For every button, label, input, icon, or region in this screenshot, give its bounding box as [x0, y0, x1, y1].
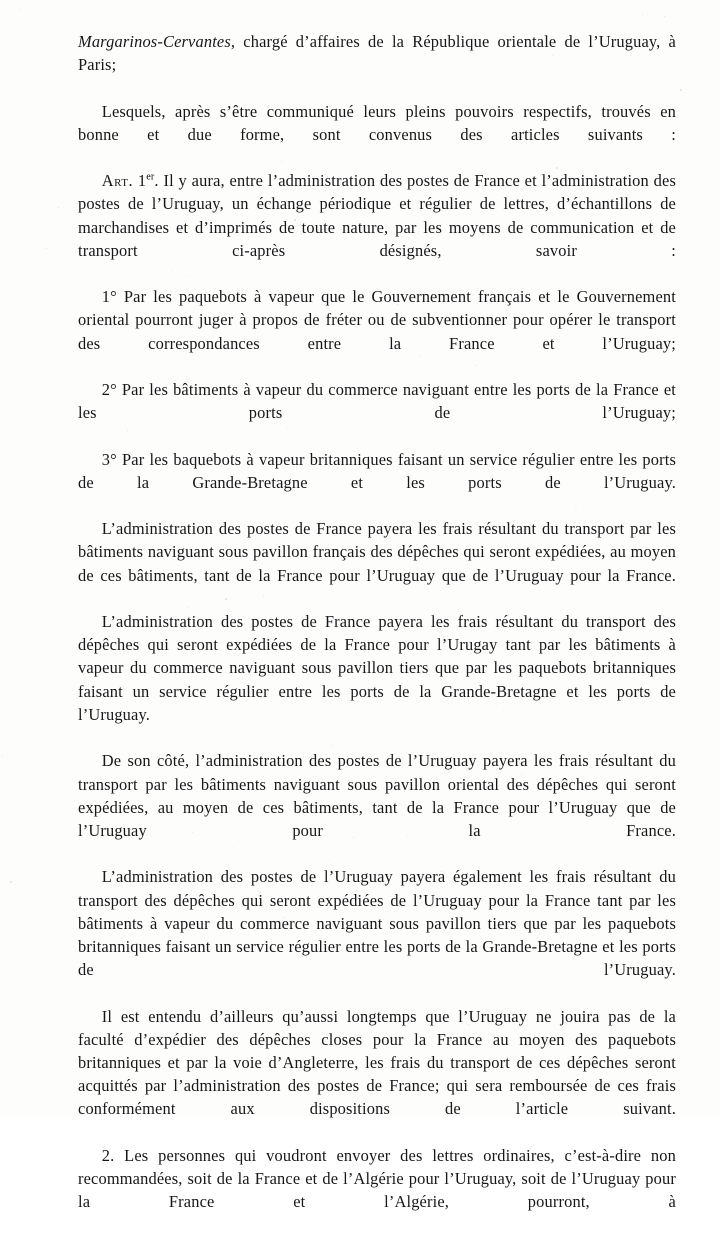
scan-speck — [676, 933, 677, 934]
article-ordinal-suffix: er — [146, 171, 155, 183]
scan-speck — [40, 584, 41, 585]
scan-speck — [678, 1080, 679, 1081]
paragraph-article-1 — [78, 169, 676, 285]
paragraph-article-1-text: Il y aura, entre l’administration des postes de France et l’administration des postes de l’Uruguay, un échange périodique et régulier de lettres, d’échantillons de marchandises et d’imprimés de toute nature, par les moyens de communication et de transport ci-après désignés, savoir : — [78, 171, 676, 260]
paragraph-clause-3: 3° Par les baquebots à vapeur britanniques faisant un service régulier entre les ports de la Grande-Bretagne et les ports de l’Uruguay. — [78, 449, 676, 492]
article-number: 1 — [137, 171, 147, 191]
paragraph-signatories-text: , chargé d’affaires de la République orientale de l’Uruguay, à Paris; — [78, 32, 676, 75]
scan-speck — [56, 454, 57, 455]
person-name-margarinos-cervantes: Margarinos-Cervantes — [78, 32, 231, 51]
scan-speck — [680, 89, 682, 91]
document-text-block — [78, 30, 676, 1237]
scan-speck — [2, 755, 3, 756]
paragraph-france-payment-1: L’administration des postes de France payera les frais résultant du transport par les bâtiments naviguant sous pavillon français des dépêches qui seront expédiées, au moyen de ces bâtiments, tant de la France pour l’Uruguay que de l’Uruguay pour la France. — [78, 519, 676, 585]
paragraph-entendu: Il est entendu d’ailleurs qu’aussi longtemps que l’Uruguay ne jouira pas de la faculté d’expédier des dépêches closes pour la France au moyen des paquebots britanniques et par la voie d’Angleterre, les frais du transport de ces dépêches seront acquittés par l’administration des postes de France; qui sera remboursée de ces frais conformément aux dispositions de l’article suivant. — [78, 1006, 676, 1119]
scan-speck — [46, 248, 47, 249]
paragraph-clause-1: 1° Par les paquebots à vapeur que le Gouvernement français et le Gouvernement oriental pourront juger à propos de fréter ou de subventionner pour opérer le transport des correspondances entre la France et l’Uruguay; — [78, 287, 676, 353]
article-punctuation: . — [154, 171, 159, 191]
paragraph-uruguay-payment-2: L’administration des postes de l’Uruguay payera également les frais résultant du transport des dépêches qui seront expédiées de l’Uruguay pour la France tant par les bâtiments à vapeur du commerce naviguant sous pavillon tiers que par les paquebots britanniques faisant un service régulier entre les ports de la Grande-Bretagne et les ports de l’Uruguay. — [78, 867, 676, 980]
scan-speck — [58, 207, 59, 208]
scan-speck — [246, 12, 247, 13]
paragraph-signatories — [78, 30, 676, 100]
scan-speck — [10, 881, 12, 883]
scan-speck — [681, 982, 682, 983]
paragraph-uruguay-payment-1: De son côté, l’administration des postes de l’Uruguay payera les frais résultant du transport par les bâtiments naviguant sous pavillon oriental des dépêches qui seront expédiées, au moyen de ces bâtiments, tant de la France pour l’Uruguay que de l’Uruguay pour la France. — [78, 751, 676, 840]
paragraph-lesquels: Lesquels, après s’être communiqué leurs pleins pouvoirs respectifs, trouvés en bonne et due forme, sont convenus des articles suivants : — [78, 101, 676, 144]
scan-speck — [642, 14, 643, 15]
paragraph-article-2: 2. Les personnes qui voudront envoyer des lettres ordinaires, c’est-à-dire non recommandées, soit de la France et de l’Algérie pour l’Uruguay, soit de l’Uruguay pour la France et l’Algérie, pourront, à — [78, 1145, 676, 1212]
paragraph-clause-2: 2° Par les bâtiments à vapeur du commerce naviguant entre les ports de la France et les ports de l’Uruguay; — [78, 380, 676, 423]
scan-speck — [20, 9, 21, 10]
article-label: Art. — [101, 171, 134, 191]
scan-speck — [664, 16, 665, 17]
paragraph-france-payment-2: L’administration des postes de France payera les frais résultant du transport des dépêches qui seront expédiées de la France pour l’Urugay tant par les bâtiments à vapeur du commerce naviguant sous pavillon tiers que par les paquebots britanniques faisant un service régulier entre les ports de la Grande-Bretagne et les ports de l’Uruguay. — [78, 612, 676, 724]
